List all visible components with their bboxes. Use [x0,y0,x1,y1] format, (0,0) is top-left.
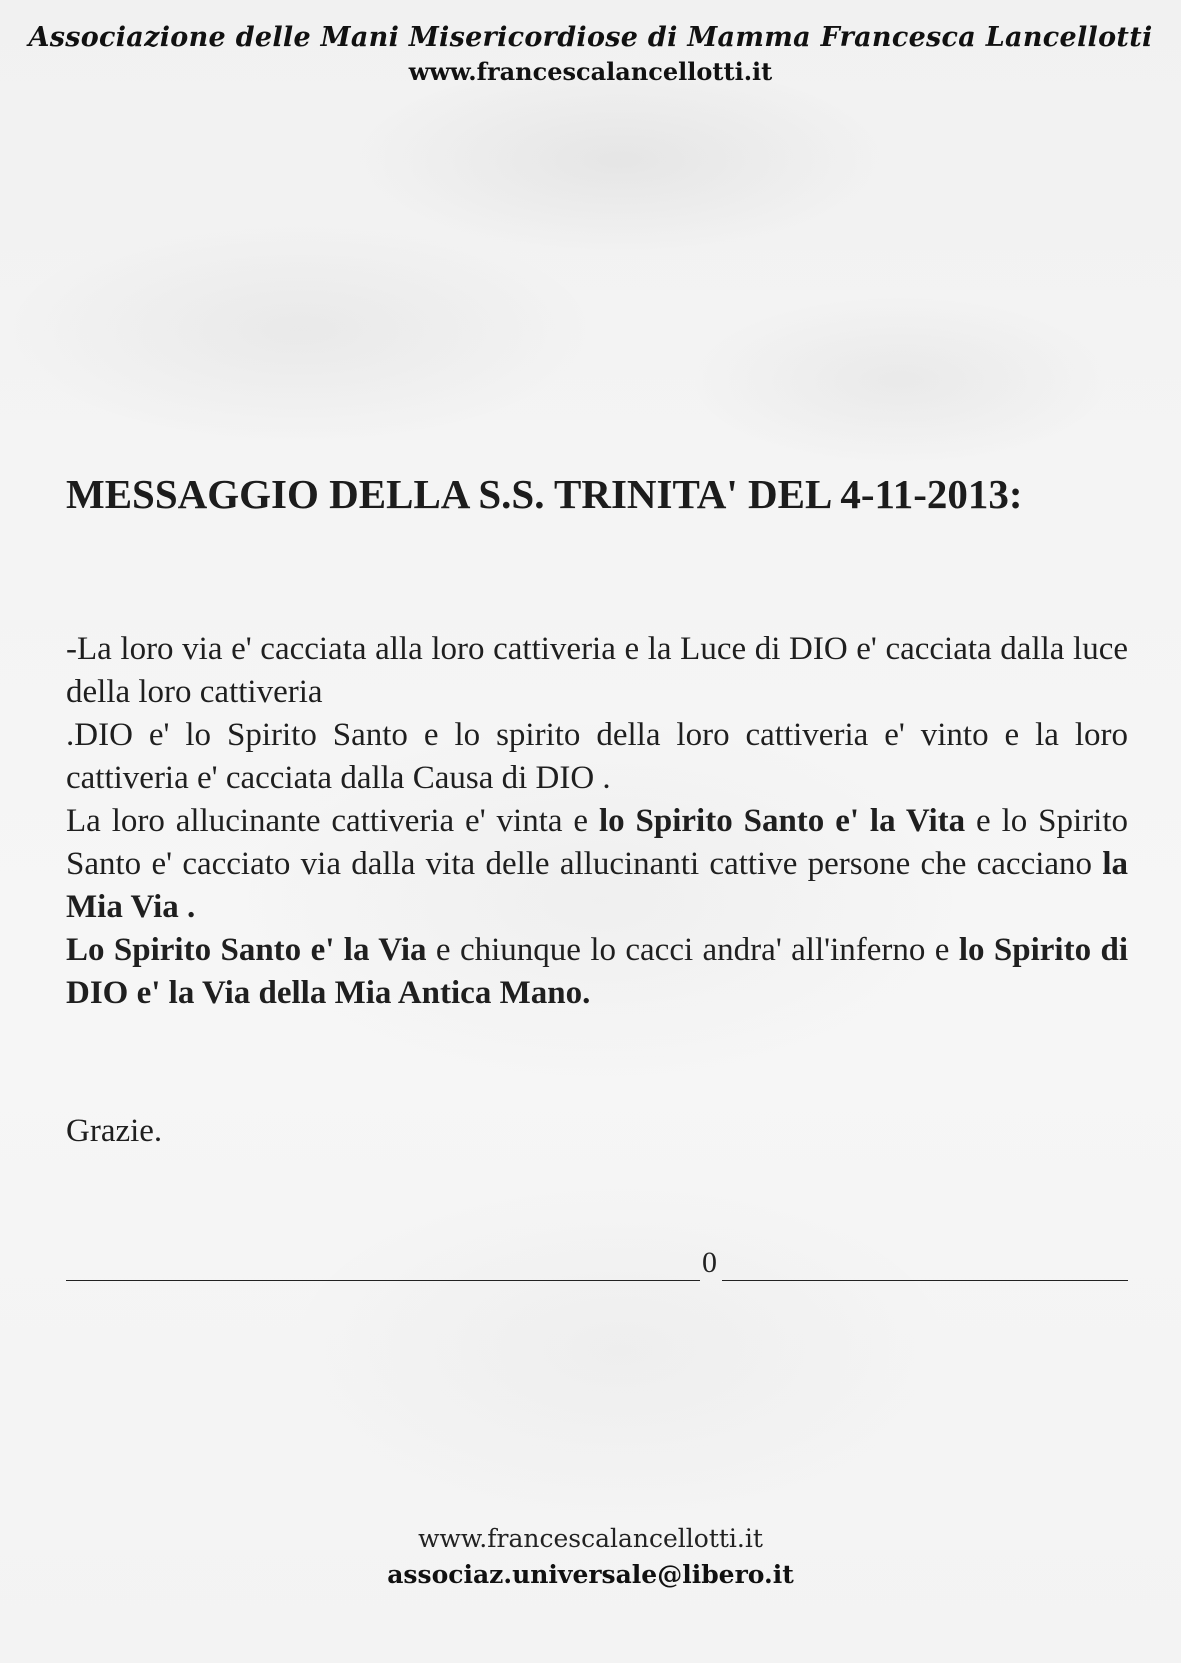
message-emphasis: la Mia Via . [66,846,1128,925]
divider-line-right [722,1280,1128,1281]
message-paragraph-2: .DIO e' lo Spirito Santo e lo spirito della loro cattiveria e' vinto e la loro cattiveria e' cacciata dalla Causa di DIO . [66,717,1128,796]
closing-thanks: Grazie. [66,1113,163,1149]
message-paragraph-1: -La loro via e' cacciata alla loro cattiveria e la Luce di DIO e' cacciata dalla luce della loro cattiveria [66,631,1128,710]
message-paragraph-4 [66,929,1128,1015]
divider-line-left [66,1280,700,1281]
message-paragraph-3 [66,800,1128,929]
message-text: e chiunque lo cacci andra' all'inferno e [426,932,959,968]
message-emphasis: Lo Spirito Santo e' la Via [66,932,427,968]
message-emphasis: lo Spirito Santo e' la Vita [598,803,966,839]
message-text: La loro allucinante cattiveria e' vinta e [66,803,599,839]
message-text: e lo Spirito Santo e' cacciato via dalla vita delle allucinanti cattive persone che cacciano [66,803,1128,882]
message-emphasis: lo Spirito di DIO e' la Via della Mia Antica Mano. [66,932,1128,1011]
footer-website: www.francescalancellotti.it [418,1524,763,1553]
message-title: MESSAGGIO DELLA S.S. TRINITA' DEL 4-11-2013: [66,471,1023,517]
divider-mark: 0 [702,1246,717,1279]
header-organization: Associazione delle Mani Misericordiose di Mamma Francesca Lancellotti [28,22,1153,53]
signature-divider [66,1244,1128,1284]
header-website: www.francescalancellotti.it [408,57,773,86]
message-body [66,628,1128,1015]
footer-email: associaz.universale@libero.it [387,1560,794,1589]
